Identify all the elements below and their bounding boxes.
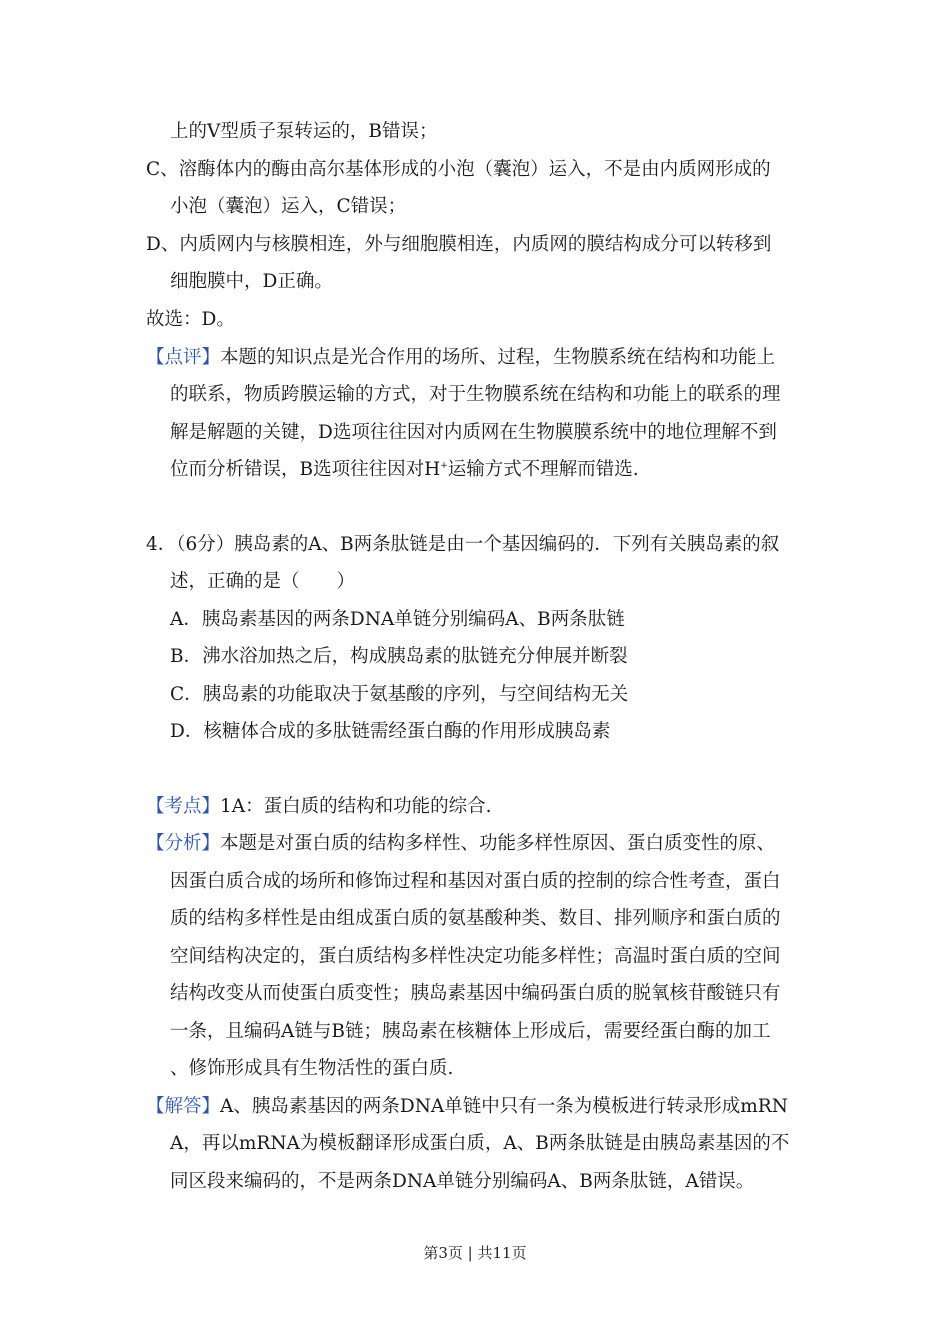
fenxi-text-1: 本题是对蛋白质的结构多样性、功能多样性原因、蛋白质变性的原、	[220, 833, 776, 854]
page-footer: 第3页 | 共11页	[423, 1244, 527, 1262]
comment-tag: 【点评】	[146, 347, 221, 368]
q4-option-d: D．核糖体合成的多肽链需经蛋白酶的作用形成胰岛素	[170, 721, 611, 742]
comment-superscript: +	[440, 460, 448, 471]
jieda-tag: 【解答】	[146, 1096, 221, 1117]
kaodian-line	[146, 794, 492, 820]
comment-text-4b: 运输方式不理解而错选.	[447, 459, 639, 480]
fenxi-line-2: 因蛋白质合成的场所和修饰过程和基因对蛋白质的控制的综合性考查，蛋白	[170, 871, 781, 892]
q4-stem-1: 4．（6分）胰岛素的A、B两条肽链是由一个基因编码的．下列有关胰岛素的叙	[146, 534, 780, 555]
jieda-line-3: 同区段来编码的，不是两条DNA单链分别编码A、B两条肽链，A错误。	[170, 1171, 755, 1192]
line-prev-c-2: 小泡（囊泡）运入，C错误；	[170, 196, 407, 217]
comment-text-4a: 位而分析错误，B选项往往因对H	[170, 459, 441, 480]
line-prev-d-1: D、内质网内与核膜相连，外与细胞膜相连，内质网的膜结构成分可以转移到	[146, 234, 772, 255]
kaodian-tag: 【考点】	[146, 796, 221, 817]
fenxi-tag: 【分析】	[146, 833, 221, 854]
fenxi-line-3: 质的结构多样性是由组成蛋白质的氨基酸种类、数目、排列顺序和蛋白质的	[170, 908, 781, 929]
fenxi-line-4: 空间结构决定的，蛋白质结构多样性决定功能多样性；高温时蛋白质的空间	[170, 946, 781, 967]
fenxi-line-5: 结构改变从而使蛋白质变性；胰岛素基因中编码蛋白质的脱氧核苷酸链只有	[170, 983, 781, 1004]
line-prev-b-tail: 上的V型质子泵转运的，B错误；	[170, 121, 438, 142]
fenxi-line-6: 一条，且编码A链与B链；胰岛素在核糖体上形成后，需要经蛋白酶的加工	[170, 1021, 771, 1042]
comment-line-4	[170, 457, 639, 483]
jieda-line-1	[146, 1094, 788, 1120]
comment-line-3: 解是解题的关键，D选项往往因对内质网在生物膜膜系统中的地位理解不到	[170, 422, 777, 443]
line-prev-c-1: C、溶酶体内的酶由高尔基体形成的小泡（囊泡）运入，不是由内质网形成的	[146, 159, 771, 180]
fenxi-line-7: 、修饰形成具有生物活性的蛋白质.	[170, 1058, 454, 1079]
fenxi-line-1	[146, 831, 775, 857]
comment-line-1	[146, 345, 775, 371]
q4-option-b: B．沸水浴加热之后，构成胰岛素的肽链充分伸展并断裂	[170, 646, 628, 667]
line-prev-answer: 故选：D。	[146, 309, 235, 330]
jieda-line-2: A，再以mRNA为模板翻译形成蛋白质，A、B两条肽链是由胰岛素基因的不	[170, 1133, 790, 1154]
kaodian-text: 1A：蛋白质的结构和功能的综合.	[220, 796, 492, 817]
q4-stem-2: 述，正确的是（ ）	[170, 571, 356, 592]
comment-line-2: 的联系，物质跨膜运输的方式，对于生物膜系统在结构和功能上的联系的理	[170, 384, 781, 405]
jieda-text-1: A、胰岛素基因的两条DNA单链中只有一条为模板进行转录形成mRN	[220, 1096, 788, 1117]
line-prev-d-2: 细胞膜中，D正确。	[170, 271, 333, 292]
q4-option-a: A．胰岛素基因的两条DNA单链分别编码A、B两条肽链	[170, 609, 625, 630]
comment-text-1: 本题的知识点是光合作用的场所、过程，生物膜系统在结构和功能上	[220, 347, 776, 368]
q4-option-c: C．胰岛素的功能取决于氨基酸的序列，与空间结构无关	[170, 684, 629, 705]
